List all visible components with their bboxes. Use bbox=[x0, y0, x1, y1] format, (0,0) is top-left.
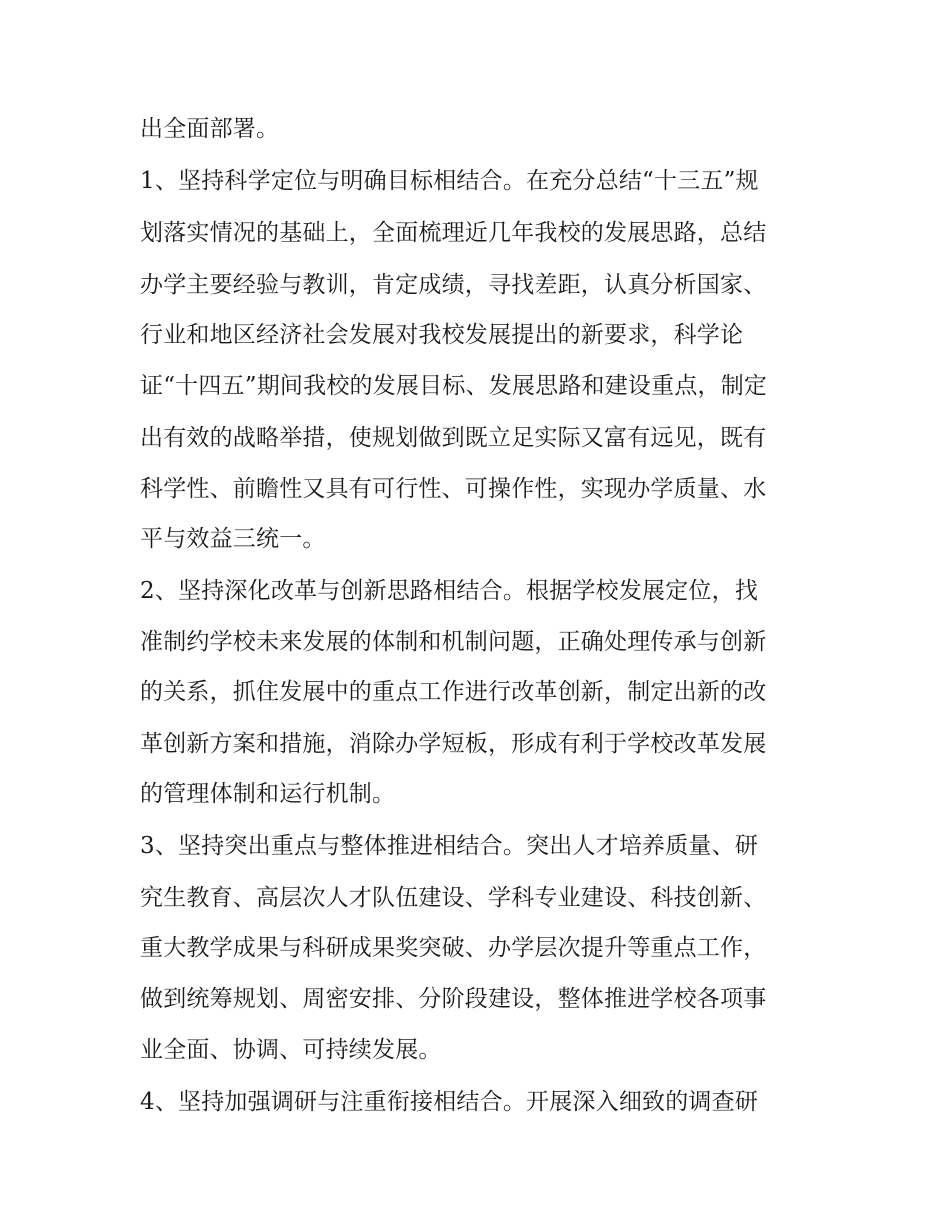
text-line-7: 出有效的战略举措，使规划做到既立足实际又富有远见，既有 bbox=[140, 425, 767, 451]
text-line-20: 4、坚持加强调研与注重衔接相结合。开展深入细致的调查研 bbox=[140, 1089, 759, 1115]
text-line-13: 革创新方案和措施，消除办学短板，形成有利于学校改革发展 bbox=[140, 731, 767, 757]
text-line-4: 办学主要经验与教训，肯定成绩，寻找差距，认真分析国家、 bbox=[140, 272, 767, 298]
text-line-10: 2、坚持深化改革与创新思路相结合。根据学校发展定位，找 bbox=[140, 578, 759, 604]
text-line-18: 做到统筹规划、周密安排、分阶段建设，整体推进学校各项事 bbox=[140, 986, 767, 1012]
text-line-2: 1、坚持科学定位与明确目标相结合。在充分总结“十三五”规 bbox=[140, 168, 759, 194]
text-line-14: 的管理体制和运行机制。 bbox=[140, 781, 396, 807]
text-line-15: 3、坚持突出重点与整体推进相结合。突出人才培养质量、研 bbox=[140, 833, 759, 859]
text-line-3: 划落实情况的基础上，全面梳理近几年我校的发展思路，总结 bbox=[140, 220, 767, 246]
text-line-11: 准制约学校未来发展的体制和机制问题，正确处理传承与创新 bbox=[140, 629, 767, 655]
text-line-9: 平与效益三统一。 bbox=[140, 526, 326, 552]
text-line-5: 行业和地区经济社会发展对我校发展提出的新要求，科学论 bbox=[140, 322, 744, 348]
text-line-8: 科学性、前瞻性又具有可行性、可操作性，实现办学质量、水 bbox=[140, 476, 767, 502]
text-line-12: 的关系，抓住发展中的重点工作进行改革创新，制定出新的改 bbox=[140, 679, 767, 705]
text-line-16: 究生教育、高层次人才队伍建设、学科专业建设、科技创新、 bbox=[140, 885, 767, 911]
text-line-19: 业全面、协调、可持续发展。 bbox=[140, 1037, 442, 1063]
text-line-17: 重大教学成果与科研成果奖突破、办学层次提升等重点工作， bbox=[140, 935, 767, 961]
text-line-6: 证“十四五”期间我校的发展目标、发展思路和建设重点，制定 bbox=[140, 373, 768, 399]
text-line-1: 出全面部署。 bbox=[140, 116, 280, 142]
